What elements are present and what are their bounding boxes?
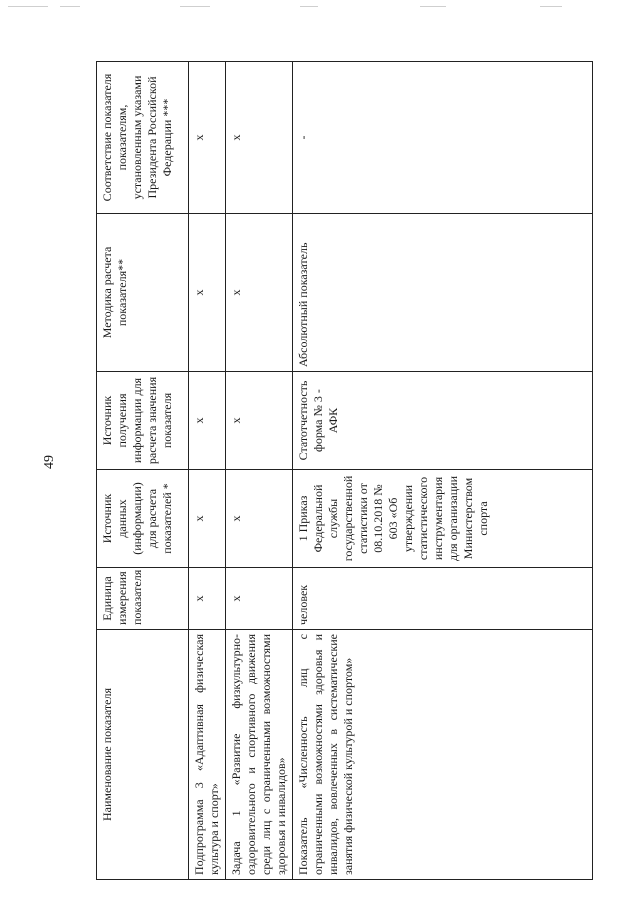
row-info-source: х — [226, 372, 293, 470]
header-info-source: Источник получения информации для расчета значения показателя — [97, 372, 189, 470]
header-compliance: Соответствие показателя показателям, установленным указами Президента Российской Федерации *** — [97, 62, 189, 214]
table-row — [189, 62, 226, 880]
row-name: Задача 1 «Развитие физкультурно-оздоровительного и спортивного движения среди лиц с ограниченными возможностями здоровья и инвалидов» — [226, 630, 293, 880]
scan-artifact — [420, 6, 446, 7]
scan-artifact — [300, 6, 318, 7]
row-name: Показатель «Численность лиц с ограниченными возможностями здоровья и инвалидов, вовлеченных в систематические занятия физической культурой и спортом» — [293, 630, 593, 880]
header-source: Источник данных (информации) для расчета показателей * — [97, 470, 189, 568]
row-compliance: - — [293, 62, 593, 214]
header-method: Методика расчета показателя** — [97, 214, 189, 372]
row-method: х — [226, 214, 293, 372]
header-row — [97, 62, 189, 880]
scan-artifact — [540, 6, 562, 7]
indicator-table — [96, 61, 593, 880]
row-compliance: х — [226, 62, 293, 214]
scan-artifact — [180, 6, 210, 7]
row-unit: х — [189, 568, 226, 630]
row-compliance: х — [189, 62, 226, 214]
row-method: Абсолютный показатель — [293, 214, 593, 372]
row-source: х — [226, 470, 293, 568]
indicator-table-rotated — [96, 62, 636, 880]
row-unit: х — [226, 568, 293, 630]
page-number: 49 — [42, 455, 57, 469]
scan-artifact — [8, 6, 48, 7]
row-info-source: х — [189, 372, 226, 470]
row-info-source: Статотчетность форма № 3 - АФК — [293, 372, 593, 470]
row-unit: человек — [293, 568, 593, 630]
header-unit: Единица измерения показателя — [97, 568, 189, 630]
row-method: х — [189, 214, 226, 372]
row-name: Подпрограмма 3 «Адаптивная физическая культура и спорт» — [189, 630, 226, 880]
table-row — [226, 62, 293, 880]
row-source: х — [189, 470, 226, 568]
header-name: Наименование показателя — [97, 630, 189, 880]
row-source: 1 Приказ Федеральной службы государственной статистики от 08.10.2018 № 603 «Об утверждении статистического инструментария для организации Министерством спорта — [293, 470, 593, 568]
table-row — [293, 62, 593, 880]
scan-artifact — [60, 6, 80, 7]
